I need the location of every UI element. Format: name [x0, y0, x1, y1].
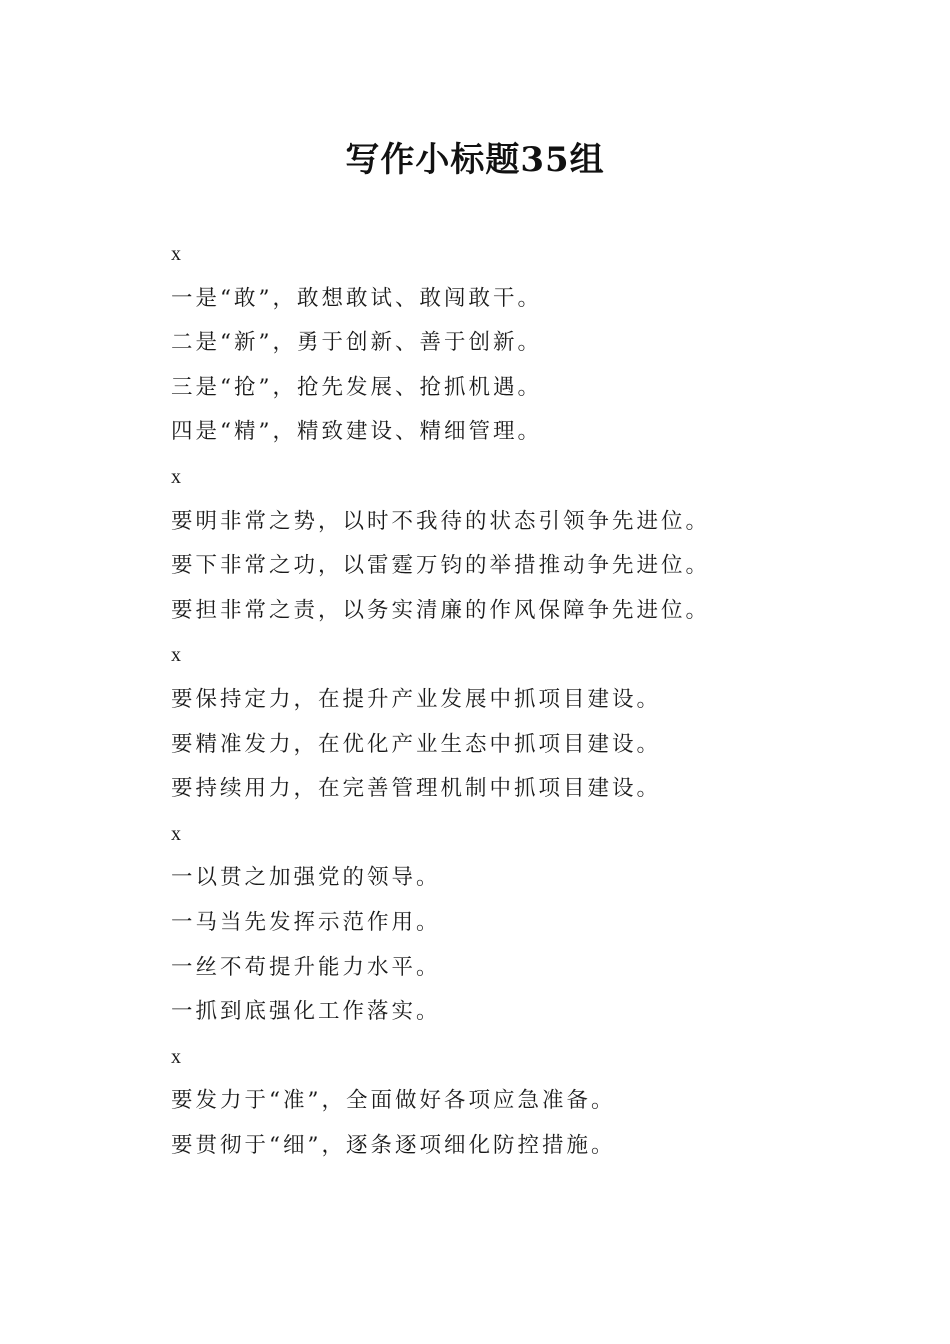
text-line: 一马当先发挥示范作用。	[171, 909, 441, 935]
text-line: 四是“精”，精致建设、精细管理。	[171, 419, 542, 445]
text-line: 三是“抢”，抢先发展、抢抓机遇。	[171, 374, 542, 400]
text-line: 要精准发力，在优化产业生态中抓项目建设。	[171, 731, 662, 757]
text-line: 要发力于“准”，全面做好各项应急准备。	[171, 1088, 616, 1114]
document-body	[171, 232, 871, 1168]
group-separator: x	[171, 822, 181, 845]
group-separator: x	[171, 644, 181, 667]
group-separator: x	[171, 243, 181, 265]
text-line: 要持续用力，在完善管理机制中抓项目建设。	[171, 776, 662, 802]
text-line: 一丝不苟提升能力水平。	[171, 954, 441, 980]
text-line: 一抓到底强化工作落实。	[171, 999, 441, 1025]
text-line: 一以贯之加强党的领导。	[171, 865, 441, 891]
text-line: 要下非常之功，以雷霆万钧的举措推动争先进位。	[171, 553, 711, 579]
text-line: 要担非常之责，以务实清廉的作风保障争先进位。	[171, 597, 711, 623]
group-separator: x	[171, 1045, 181, 1068]
text-line: 要明非常之势，以时不我待的状态引领争先进位。	[171, 508, 711, 534]
text-line: 要保持定力，在提升产业发展中抓项目建设。	[171, 686, 662, 712]
text-line: 要贯彻于“细”，逐条逐项细化防控措施。	[171, 1132, 616, 1158]
text-line: 二是“新”，勇于创新、善于创新。	[171, 330, 542, 356]
text-line: 一是“敢”，敢想敢试、敢闯敢干。	[171, 285, 542, 311]
group-separator: x	[171, 465, 181, 488]
document-title: 写作小标题35组	[345, 140, 605, 180]
